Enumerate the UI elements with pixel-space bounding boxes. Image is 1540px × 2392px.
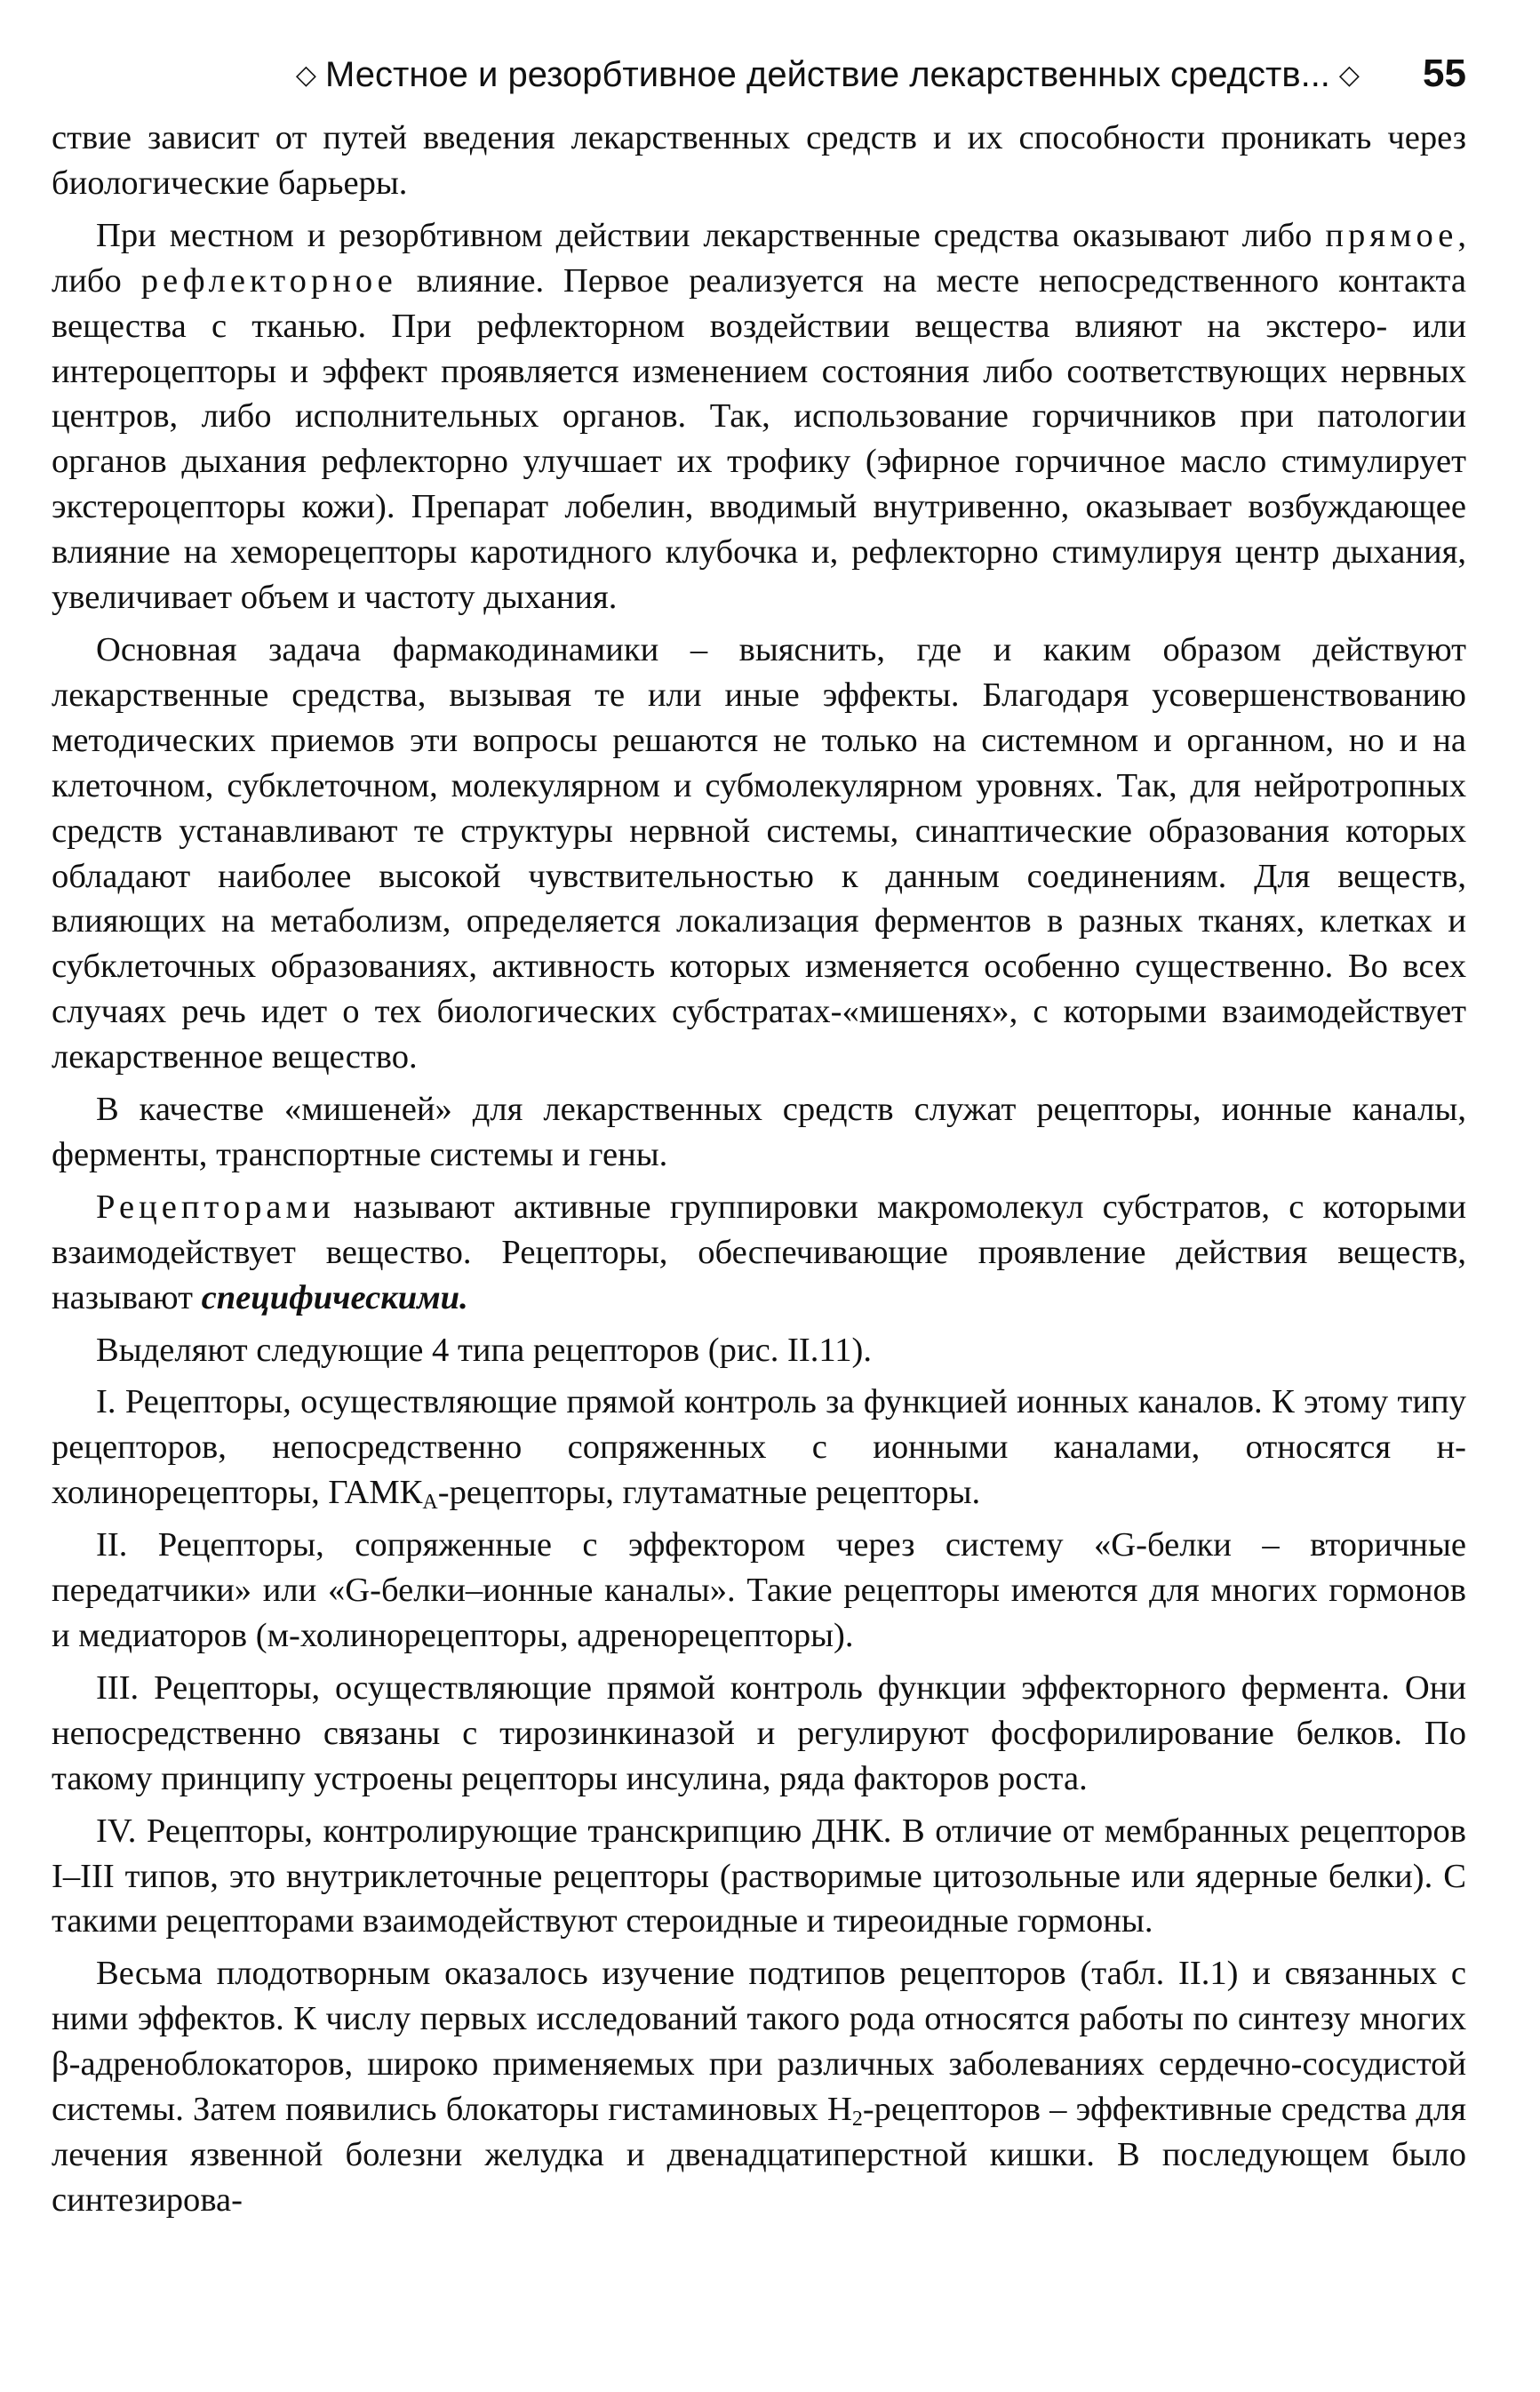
book-page [52, 43, 1466, 2230]
subscript-a: А [422, 1491, 438, 1515]
paragraph-9: III. Рецепторы, осуществляющие прямой контроль функции эффекторного фермента. Они непосредственно связаны с тирозинкиназой и регулируют фосфорилирование белков. По такому принципу устроены рецепторы инсулина, ряда факторов роста. [52, 1668, 1466, 1797]
paragraph-7-part-a: I. Рецепторы, осуществляющие прямой контроль за функцией ионных каналов. К этому типу рецепторов, непосредственно сопряженных с ионными каналами, относятся н-холинорецепторы, ГАМК [52, 1383, 1466, 1512]
paragraph-7 [52, 1380, 1466, 1516]
page-number: 55 [1423, 52, 1466, 95]
paragraph-11 [52, 1951, 1466, 2222]
term-specific: специфическими. [201, 1278, 468, 1316]
paragraph-11-part-a: Весьма плодотворным оказалось изучение подтипов рецепторов (табл. II.1) и связанных с ними эффектов. К числу первых исследований такого рода относятся работы по синтезу многих β-адреноблокаторов, широко применяемых при различных заболеваниях сердечно-сосудистой системы. Затем появились блокаторы гистаминовых Н [52, 1955, 1466, 2129]
paragraph-3: Основная задача фармакодинамики – выяснить, где и каким образом действуют лекарственные средства, вызывая те или иные эффекты. Благодаря усовершенствованию методических приемов эти вопросы решаются не только на системном и органном, но и на клеточном, субклеточном, молекулярном и субмолекулярном уровнях. Так, для нейротропных средств устанавливают те структуры нервной системы, синаптические образования которых обладают наиболее высокой чувствительностью к данным соединениям. Для веществ, влияющих на метаболизм, определяется локализация ферментов в разных тканях, клетках и субклеточных образованиях, активность которых изменяется особенно существенно. Во всех случаях речь идет о тех биологических субстратах-«мишенях», с которыми взаимодействует лекарственное вещество. [52, 630, 1466, 1076]
paragraph-11-part-b: -рецепторов – эффективные средства для лечения язвенной болезни желудка и двенадцатиперстной кишки. В последующем было синтезирова- [52, 2091, 1466, 2219]
paragraph-7-part-b: -рецепторы, глутаматные рецепторы. [437, 1474, 981, 1512]
paragraph-1: ствие зависит от путей введения лекарственных средств и их способности проникать через биологические барьеры. [52, 119, 1466, 202]
paragraph-6: Выделяют следующие 4 типа рецепторов (рис. II.11). [96, 1331, 872, 1369]
body-text [52, 116, 1466, 2223]
term-reflex: рефлекторное [140, 261, 397, 300]
paragraph-2-part-e: влияние. Первое реализуется на месте непосредственного контакта вещества с тканью. При рефлекторном воздействии вещества влияют на экстеро- или интероцепторы и эффект проявляется изменением состояния либо соответствующих нервных центров, либо исполнительных органов. Так, использование горчичников при патологии органов дыхания рефлекторно улучшает их трофику (эфирное горчичное масло стимулирует экстероцепторы кожи). Препарат лобелин, вводимый внутривенно, оказывает возбуждающее влияние на хеморецепторы каротидного клубочка и, рефлекторно стимулируя центр дыхания, увеличивает объем и частоту дыхания. [52, 261, 1466, 617]
paragraph-5 [52, 1185, 1466, 1321]
running-header [52, 43, 1466, 116]
paragraph-5-part-b: называют активные группировки макромолекул субстратов, с которыми взаимодействует вещество. Рецепторы, обеспечивающие проявление действия веществ, называют [52, 1188, 1466, 1316]
paragraph-2 [52, 213, 1466, 620]
diamond-right-icon: ◇ [1338, 60, 1360, 90]
term-direct: прямое [1325, 216, 1458, 254]
paragraph-2-part-c: , либо [52, 216, 1466, 300]
paragraph-10: IV. Рецепторы, контролирующие транскрипцию ДНК. В отличие от мембранных рецепторов I–III типов, это внутриклеточные рецепторы (растворимые цитозольные или ядерные белки). С такими рецепторами взаимодействуют стероидные и тиреоидные гормоны. [52, 1812, 1466, 1940]
paragraph-4: В качестве «мишеней» для лекарственных средств служат рецепторы, ионные каналы, ферменты, транспортные системы и гены. [52, 1091, 1466, 1173]
subscript-2: 2 [851, 2108, 863, 2132]
running-title-text: Местное и резорбтивное действие лекарственных средств... [324, 55, 1330, 94]
running-title [287, 55, 1368, 95]
term-receptors: Рецепторами [96, 1188, 335, 1226]
paragraph-8: II. Рецепторы, сопряженные с эффектором через систему «G-белки – вторичные передатчики» или «G-белки–ионные каналы». Такие рецепторы имеются для многих гормонов и медиаторов (м-холинорецепторы, адренорецепторы). [52, 1526, 1466, 1654]
paragraph-2-part-a: При местном и резорбтивном действии лекарственные средства оказывают либо [96, 216, 1326, 254]
diamond-left-icon: ◇ [295, 60, 316, 90]
